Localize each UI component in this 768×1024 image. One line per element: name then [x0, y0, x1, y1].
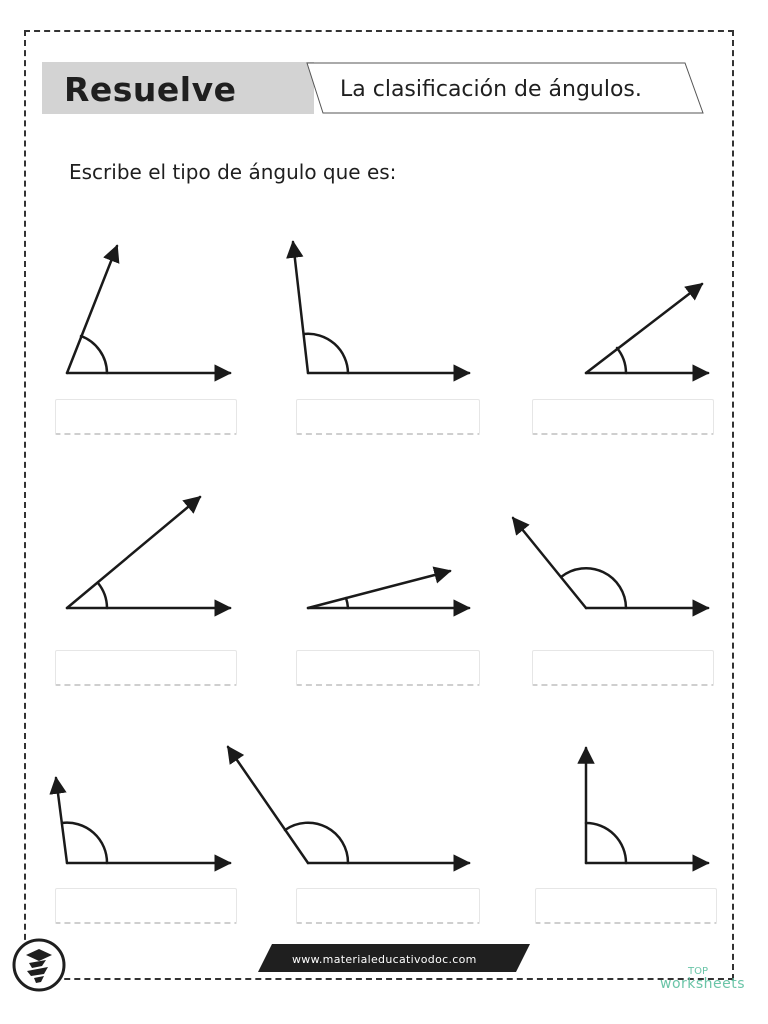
answer-field-1[interactable] [55, 399, 237, 435]
answer-field-6[interactable] [532, 650, 714, 686]
page-subtitle: La clasificación de ángulos. [340, 77, 642, 102]
instruction-text: Escribe el tipo de ángulo que es: [69, 160, 397, 184]
angle-figure-2 [293, 242, 469, 373]
answer-field-8[interactable] [296, 888, 480, 924]
angle-figure-6 [513, 518, 708, 608]
angle-figure-5 [308, 571, 469, 608]
footer-url: www.materialeducativodoc.com [292, 953, 477, 966]
watermark-bottom: worksheets [660, 976, 746, 992]
watermark-top: TOP [688, 966, 709, 977]
answer-field-3[interactable] [532, 399, 714, 435]
answer-field-7[interactable] [55, 888, 237, 924]
angle-figure-1 [67, 246, 230, 373]
angle-figure-7 [56, 778, 230, 863]
answer-field-5[interactable] [296, 650, 480, 686]
angle-figure-3 [586, 284, 708, 373]
answer-field-4[interactable] [55, 650, 237, 686]
answer-field-2[interactable] [296, 399, 480, 435]
angle-figure-8 [228, 747, 469, 863]
answer-field-9[interactable] [535, 888, 717, 924]
publisher-logo-icon [12, 938, 66, 992]
angle-figure-9 [586, 748, 708, 863]
angle-figure-4 [67, 497, 230, 608]
page-title: Resuelve [64, 70, 237, 109]
